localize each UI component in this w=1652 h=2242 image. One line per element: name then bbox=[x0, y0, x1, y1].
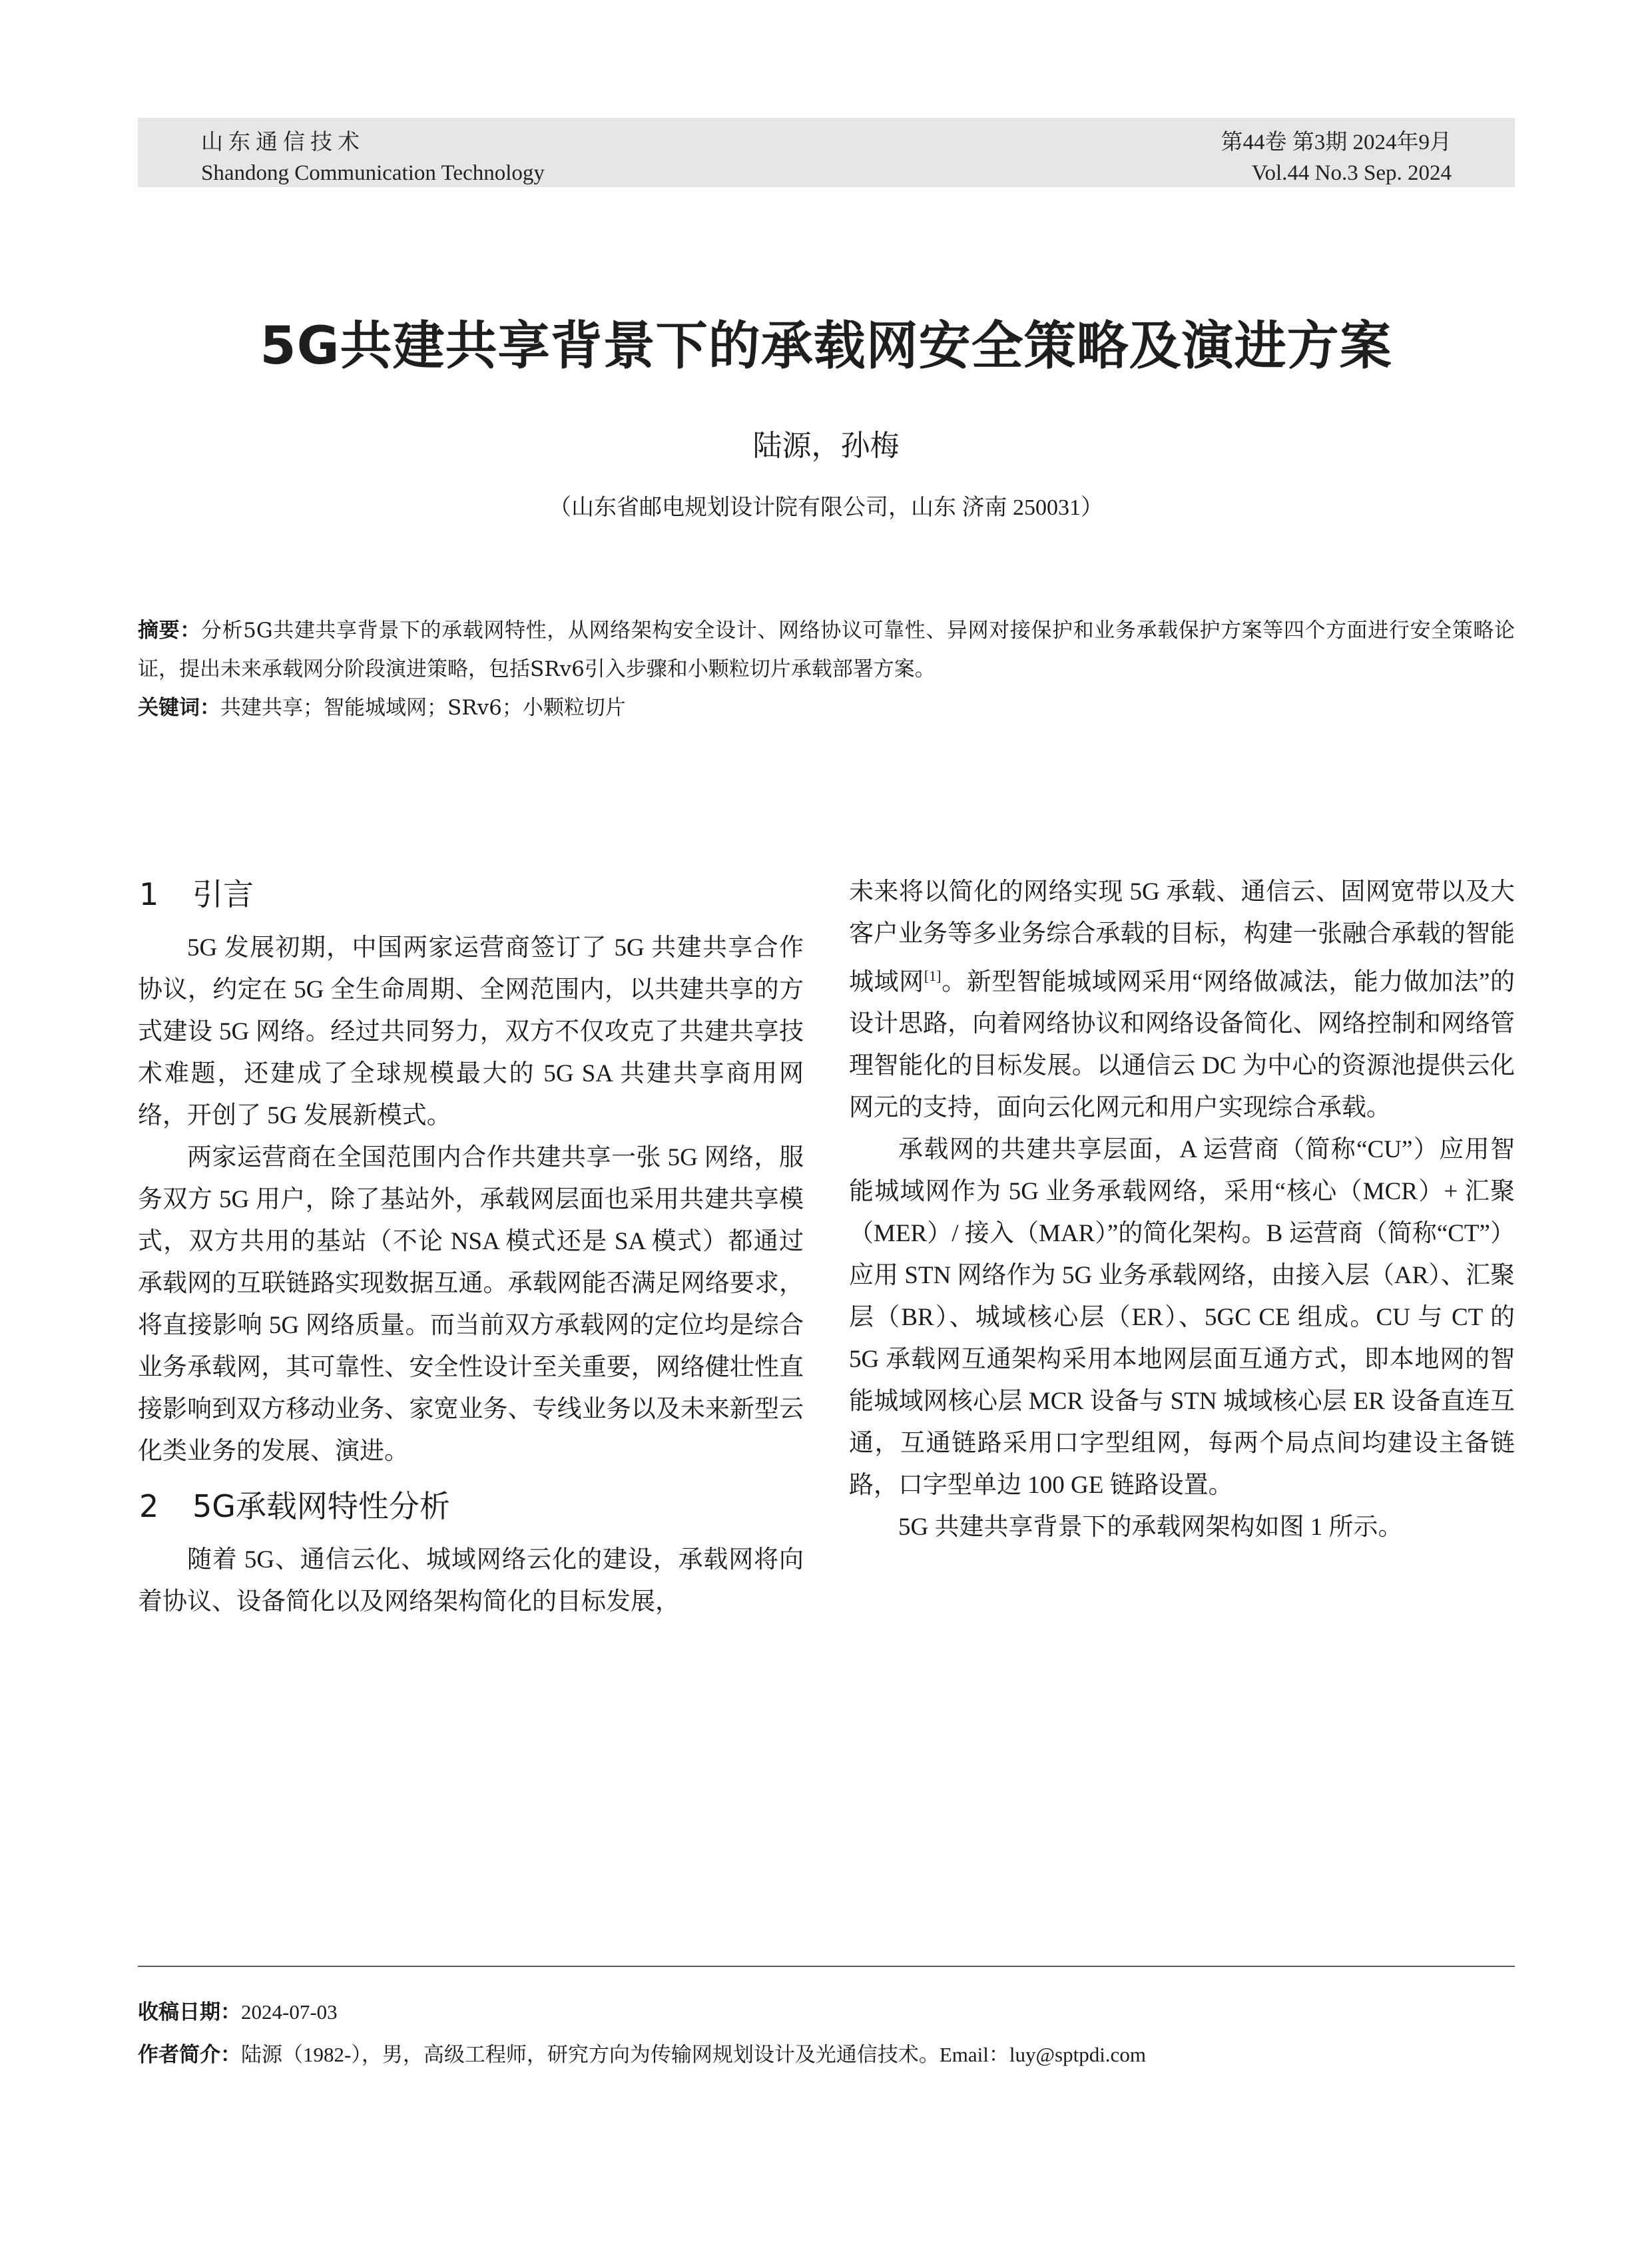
abstract-label: 摘要： bbox=[138, 619, 201, 643]
keywords-label: 关键词： bbox=[138, 696, 220, 720]
paper-authors: 陆源，孙梅 bbox=[752, 429, 900, 463]
footnote-block bbox=[138, 1991, 1515, 2076]
abstract-text: 分析5G共建共享背景下的承载网特性，从网络架构安全设计、网络协议可靠性、异网对接保护和业务承载保护方案等四个方面进行安全策略论证，提出未来承载网分阶段演进策略，包括SRv6引入步骤和小颗粒切片承载部署方案。 bbox=[138, 619, 1515, 681]
section-2-paragraph-3: 5G 共建共享背景下的承载网架构如图 1 所示。 bbox=[898, 1514, 1403, 1541]
paper-title: 5G共建共享背景下的承载网安全策略及演进方案 bbox=[260, 316, 1392, 376]
section-2-title: 5G承载网特性分析 bbox=[192, 1488, 450, 1524]
author-bio-text: 陆源（1982-），男，高级工程师，研究方向为传输网规划设计及光通信技术。Email：luy@sptpdi.com bbox=[241, 2043, 1146, 2066]
section-2-paragraph-1-cont-a: 未来将以简化的网络实现 5G 承载、通信云、固网宽带以及大客户业务等多业务综合承载的目标，构建一张融合承载的智能城域网 bbox=[849, 878, 1515, 996]
keywords-paragraph bbox=[138, 689, 1515, 727]
section-2-paragraph-1-cont-b: 。新型智能城域网采用“网络做减法，能力做加法”的设计思路，向着网络协议和网络设备简化、网络控制和网络管理智能化的目标发展。以通信云 DC 为中心的资源池提供云化网元的支持，面向云化网元和用户实现综合承载。 bbox=[849, 968, 1515, 1122]
abstract-block bbox=[138, 611, 1515, 727]
left-column bbox=[138, 871, 804, 1623]
keywords-text: 共建共享；智能城域网；SRv6；小颗粒切片 bbox=[220, 696, 626, 720]
abstract-paragraph bbox=[138, 611, 1515, 689]
received-date-line bbox=[138, 1991, 1515, 2034]
issue-info-cn: 第44卷 第3期 2024年9月 bbox=[1221, 131, 1452, 154]
journal-name-cn: 山东通信技术 bbox=[201, 131, 365, 154]
section-2-paragraph-1-continued bbox=[849, 871, 1515, 1129]
section-1-number: 1 bbox=[139, 876, 159, 912]
footnote-divider bbox=[138, 1966, 1515, 1967]
section-2-paragraph-2: 承载网的共建共享层面，A 运营商（简称“CU”）应用智能城域网作为 5G 业务承载网络，采用“核心（MCR）+ 汇聚（MER）/ 接入（MAR）”的简化架构。B 运营商（简称“CT”）应用 STN 网络作为 5G 业务承载网络，由接入层（AR）、汇聚层（BR）、城域核心层（ER）、5GC CE 组成。CU 与 CT 的 5G 承载网互通架构采用本地网层面互通方式，即本地网的智能城域网核心层 MCR 设备与 STN 城域核心层 ER 设备直连互通，互通链路采用口字型组网，每两个局点间均建设主备链路，口字型单边 100 GE 链路设置。 bbox=[849, 1136, 1515, 1500]
section-1-paragraph-1: 5G 发展初期，中国两家运营商签订了 5G 共建共享合作协议，约定在 5G 全生命周期、全网范围内，以共建共享的方式建设 5G 网络。经过共同努力，双方不仅攻克了共建共享技术难题，还建成了全球规模最大的 5G SA 共建共享商用网络，开创了 5G 发展新模式。 bbox=[138, 934, 804, 1129]
right-column bbox=[849, 871, 1515, 1548]
section-2-heading bbox=[138, 1483, 804, 1530]
issue-info-block bbox=[1221, 127, 1452, 188]
section-1-title: 引言 bbox=[192, 876, 254, 912]
journal-header bbox=[138, 118, 1515, 187]
section-1-heading bbox=[138, 871, 804, 918]
section-1-paragraph-2: 两家运营商在全国范围内合作共建共享一张 5G 网络，服务双方 5G 用户，除了基站外，承载网层面也采用共建共享模式，双方共用的基站（不论 NSA 模式还是 SA 模式）都通过承载网的互联链路实现数据互通。承载网能否满足网络要求，将直接影响 5G 网络质量。而当前双方承载网的定位均是综合业务承载网，其可靠性、安全性设计至关重要，网络健壮性直接影响到双方移动业务、家宽业务、专线业务以及未来新型云化类业务的发展、演进。 bbox=[138, 1144, 804, 1465]
section-2-number: 2 bbox=[139, 1488, 159, 1524]
received-date: 2024-07-03 bbox=[241, 2000, 338, 2024]
paper-affiliation: （山东省邮电规划设计院有限公司，山东 济南 250031） bbox=[549, 495, 1103, 520]
citation-ref-1[interactable]: [1] bbox=[924, 968, 942, 984]
author-bio-label: 作者简介： bbox=[138, 2043, 241, 2067]
author-bio-line bbox=[138, 2034, 1515, 2076]
issue-info-en: Vol.44 No.3 Sep. 2024 bbox=[1251, 161, 1452, 185]
received-label: 收稿日期： bbox=[138, 2000, 241, 2024]
journal-name-block bbox=[201, 127, 545, 188]
section-2-paragraph-1: 随着 5G、通信云化、城域网络云化的建设，承载网将向着协议、设备简化以及网络架构简化的目标发展， bbox=[138, 1546, 804, 1615]
journal-name-en: Shandong Communication Technology bbox=[201, 161, 545, 185]
